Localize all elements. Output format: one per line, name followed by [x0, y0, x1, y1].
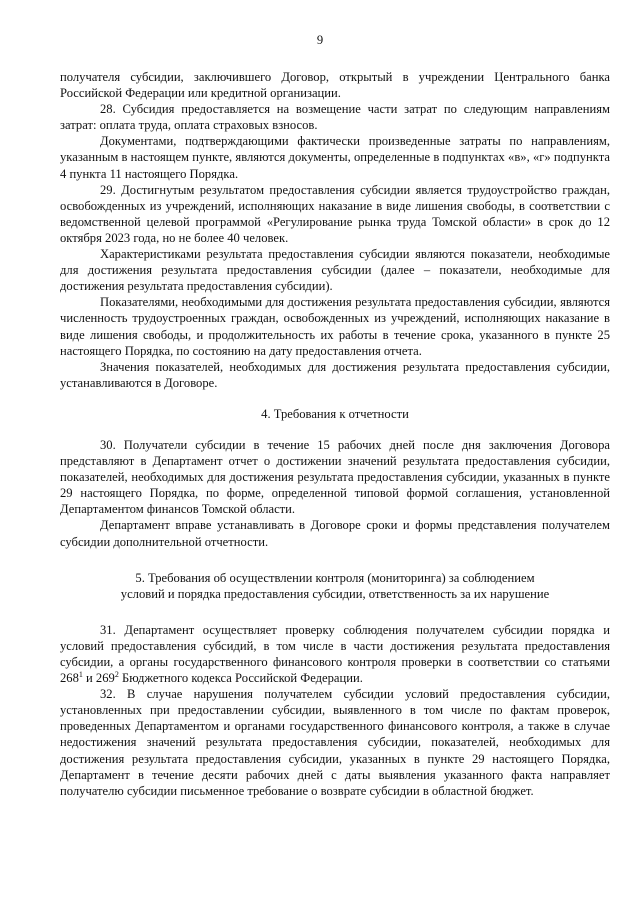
- paragraph-characteristics: Характеристиками результата предоставления субсидии являются показатели, необходимые для достижения результата предоставления субсидии (далее – показатели, необходимые для достижения результата предоставления субсидии).: [60, 247, 610, 294]
- section-5-heading: [60, 570, 610, 602]
- paragraph-28: 28. Субсидия предоставляется на возмещение части затрат по следующим направлениям затрат: оплата труда, оплата страховых взносов.: [60, 102, 610, 133]
- paragraph-additional-reporting: Департамент вправе устанавливать в Договоре сроки и формы представления получателем субсидии дополнительной отчетности.: [60, 518, 610, 549]
- paragraph-32: 32. В случае нарушения получателем субсидии условий предоставления субсидии, установленных при предоставлении субсидии, выявленного в том числе по фактам проверок, проведенных Департаментом и органами государственного финансового контроля, а также в случае недостижения значений результата предоставления субсидии, показателей, необходимых для достижения результата предоставления субсидии, указанных в пункте 29 настоящего Порядка, Департамент в течение десяти рабочих дней с даты выявления указанного факта направляет получателю субсидии письменное требование о возврате субсидии в областной бюджет.: [60, 687, 610, 798]
- paragraph-documents: Документами, подтверждающими фактически произведенные затраты по направлениям, указанным в настоящем пункте, являются документы, определенные в подпунктах «в», «г» подпункта 4 пункта 11 настоящего Порядка.: [60, 134, 610, 181]
- article-superscript-1: 1: [78, 669, 83, 679]
- paragraph-30: 30. Получатели субсидии в течение 15 рабочих дней после дня заключения Договора представляют в Департамент отчет о достижении значений результата предоставления субсидии, показателей, необходимых для достижения результата предоставления субсидии, указанных в пункте 29 настоящего Порядка, по форме, определенной типовой формой соглашения, установленной Департаментом финансов Томской области.: [60, 437, 610, 517]
- paragraph-29: 29. Достигнутым результатом предоставления субсидии является трудоустройство граждан, освобожденных из учреждений, исполняющих наказание в виде лишения свободы, в соответствии с ведомственной целевой программой «Регулирование рынка труда Томской области» в срок до 12 октября 2023 года, но не более 40 человек.: [60, 182, 610, 245]
- section-5-heading-line-2: условий и порядка предоставления субсидии, ответственность за их нарушение: [120, 586, 550, 601]
- article-superscript-2: 2: [114, 669, 119, 679]
- page-number: 9: [316, 33, 324, 47]
- paragraph-31-text-start: 31. Департамент осуществляет проверку соблюдения получателем субсидии порядка и условий предоставления субсидий, в том числе в части достижения результата предоставления субсидии, а органы государственного финансового контроля проверки в соответствии со статьями 268: [60, 622, 610, 686]
- paragraph-31: [60, 622, 610, 686]
- document-body: [60, 69, 610, 799]
- paragraph-indicators: Показателями, необходимыми для достижения результата предоставления субсидии, являются численность трудоустроенных граждан, освобожденных из учреждений, исполняющих наказание в виде лишения свободы, и продолжительность их работы в течение срока, указанного в пункте 25 настоящего Порядка, по состоянию на дату предоставления отчета.: [60, 295, 610, 358]
- paragraph-31-text-end: Бюджетного кодекса Российской Федерации.: [118, 671, 363, 686]
- paragraph-indicator-values: Значения показателей, необходимых для достижения результата предоставления субсидии, устанавливаются в Договоре.: [60, 359, 610, 390]
- paragraph-continuation: получателя субсидии, заключившего Договор, открытый в учреждении Центрального банка Российской Федерации или кредитной организации.: [60, 70, 610, 101]
- section-4-heading: 4. Требования к отчетности: [261, 406, 409, 421]
- section-5-heading-line-1: 5. Требования об осуществлении контроля (мониторинга) за соблюдением: [135, 570, 535, 585]
- paragraph-31-text-middle: и 269: [82, 671, 115, 686]
